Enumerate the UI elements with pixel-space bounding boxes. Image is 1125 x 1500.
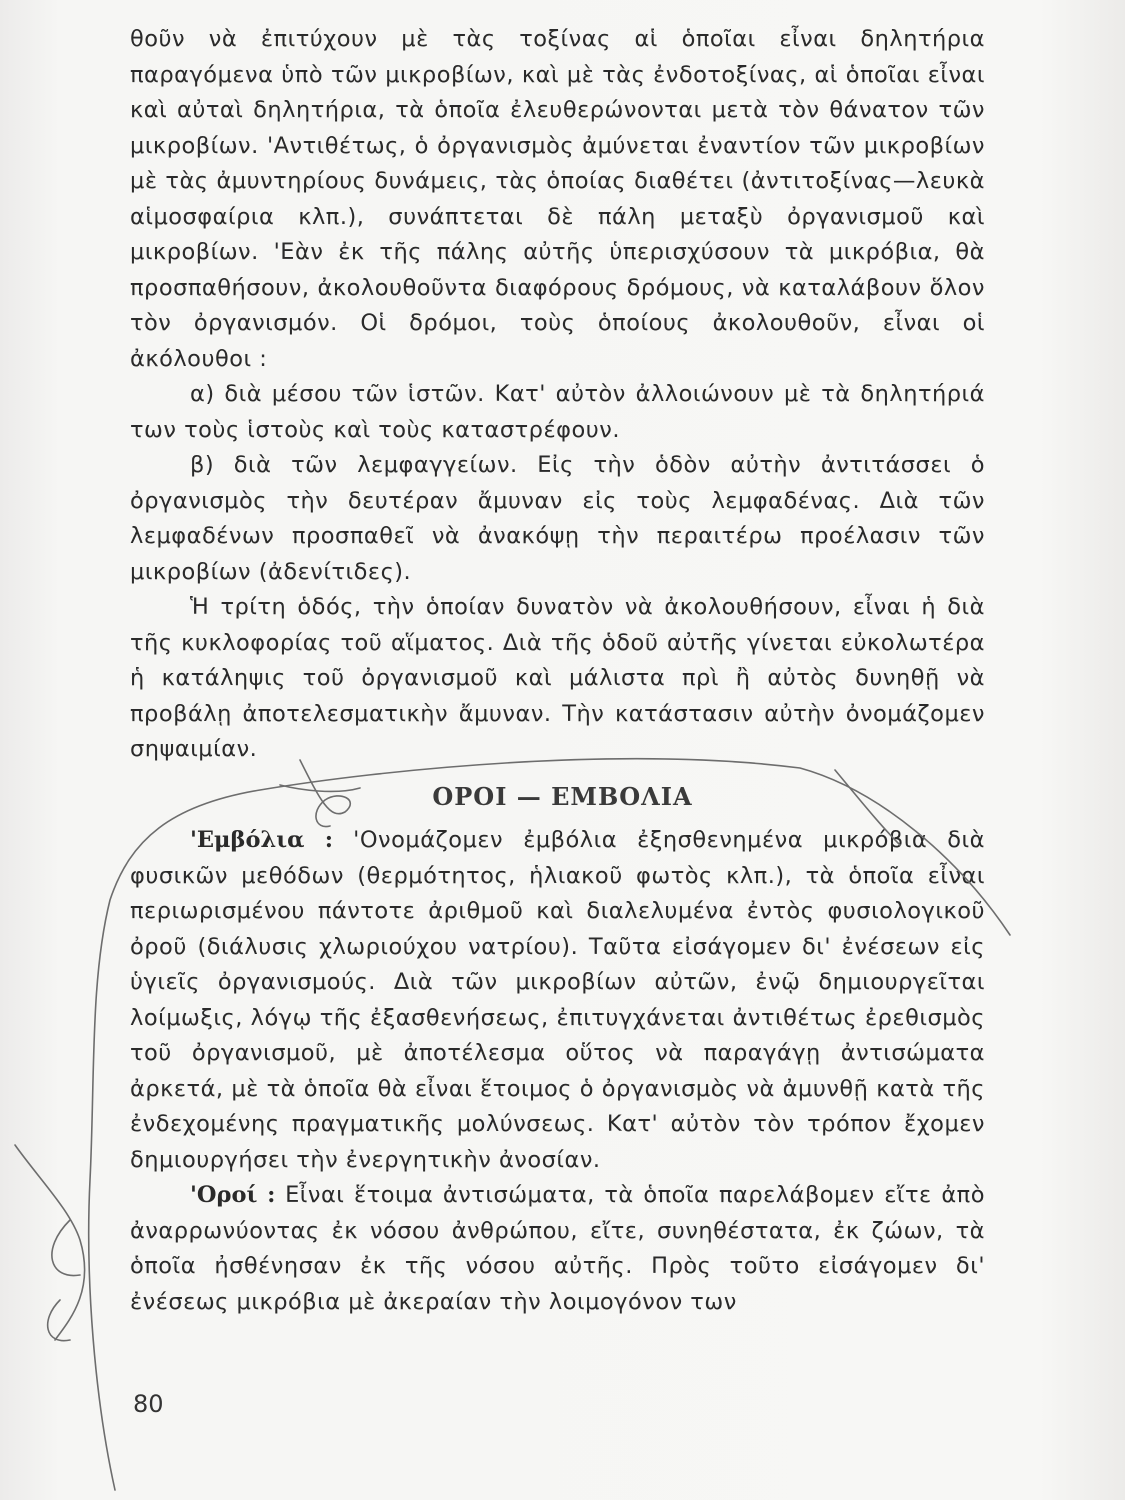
text-block-top — [130, 22, 985, 768]
oroi-definition: Εἶναι ἕτοιμα ἀντισώματα, τὰ ὁποῖα παρελάβομεν εἴτε ἀπὸ ἀναρρωνύοντας ἐκ νόσου ἀνθρώπου, εἴτε, συνηθέστατα, ἐκ ζώων, τὰ ὁποῖα ἠσθένησαν ἐκ τῆς νόσου αὐτῆς. Πρὸς τοῦτο εἰσάγομεν δι' ἐνέσεως μικρόβια μὲ ἀκεραίαν τὴν λοιμογόνον των — [130, 1182, 985, 1315]
paragraph-oroi — [130, 1178, 985, 1320]
pencil-signature — [15, 1145, 85, 1341]
emvolia-definition: 'Ονομάζομεν ἐμβόλια ἐξησθενημένα μικρόβια διὰ φυσικῶν μεθόδων (θερμότητος, ἡλιακοῦ φωτὸς κλπ.), τὰ ὁποῖα εἶναι περιωρισμένου πάντοτε ἀριθμοῦ καὶ διαλελυμένα ἐντὸς φυσιολογικοῦ ὀροῦ (διάλυσις χλωριούχου νατρίου). Ταῦτα εἰσάγομεν δι' ἐνέσεων εἰς ὑγιεῖς ὀργανισμούς. Διὰ τῶν μικροβίων αὐτῶν, ἐνῷ δημιουργεῖται λοίμωξις, λόγῳ τῆς ἐξασθενήσεως, ἐπιτυγχάνεται ἀντιθέτως ἐρεθισμὸς τοῦ ὀργανισμοῦ, μὲ ἀποτέλεσμα οὕτος νὰ παραγάγῃ ἀντισώματα ἀρκετά, μὲ τὰ ὁποῖα θὰ εἶναι ἕτοιμος ὁ ὀργανισμὸς νὰ ἀμυνθῇ κατὰ τῆς ἐνδεχομένης πραγματικῆς μολύνσεως. Κατ' αὐτὸν τὸν τρόπον ἔχομεν δημιουργήσει τὴν ἐνεργητικὴν ἀνοσίαν. — [130, 827, 986, 1173]
paragraph-emvolia — [130, 823, 985, 1178]
paragraph-third-route: Ἡ τρίτη ὁδός, τὴν ὁποίαν δυνατὸν νὰ ἀκολουθήσουν, εἶναι ἡ διὰ τῆς κυκλοφορίας τοῦ αἵματος. Διὰ τῆς ὁδοῦ αὐτῆς γίνεται εὐκολωτέρα ἡ κατάληψις τοῦ ὀργανισμοῦ καὶ μάλιστα πρὶ ἢ αὐτὸς δυνηθῇ νὰ προβάλῃ ἀποτελεσματικὴν ἄμυναν. Τὴν κατάστασιν αὐτὴν ὀνομάζομεν σηψαιμίαν. — [130, 594, 985, 762]
section-heading: ΟΡΟΙ — ΕΜΒΟΛΙΑ — [432, 782, 693, 811]
text-block-bottom — [130, 823, 985, 1320]
paragraph-route-a: α) διὰ μέσου τῶν ἱστῶν. Κατ' αὐτὸν ἀλλοιώνουν μὲ τὰ δηλητήριά των τοὺς ἱστοὺς καὶ τοὺς καταστρέφουν. — [130, 381, 985, 443]
term-emvolia: 'Εμβόλια : — [190, 827, 334, 853]
paragraph-route-b: β) διὰ τῶν λεμφαγγείων. Εἰς τὴν ὁδὸν αὐτὴν ἀντιτάσσει ὁ ὀργανισμὸς τὴν δευτέραν ἄμυναν εἰς τοὺς λεμφαδένας. Διὰ τῶν λεμφαδένων προσπαθεῖ νὰ ἀνακόψῃ τὴν περαιτέρω προέλασιν τῶν μικροβίων (ἀδενίτιδες). — [130, 452, 985, 585]
term-oroi: 'Οροί : — [190, 1182, 276, 1208]
page-number: 80 — [133, 1390, 164, 1418]
paragraph-opening: θοῦν νὰ ἐπιτύχουν μὲ τὰς τοξίνας αἱ ὁποῖαι εἶναι δηλητήρια παραγόμενα ὑπὸ τῶν μικροβίων, καὶ μὲ τὰς ἐνδοτοξίνας, αἱ ὁποῖαι εἶναι καὶ αὐταὶ δηλητήρια, τὰ ὁποῖα ἐλευθερώνονται μετὰ τὸν θάνατον τῶν μικροβίων. 'Αντιθέτως, ὁ ὀργανισμὸς ἀμύνεται ἐναντίον τῶν μικροβίων μὲ τὰς ἀμυντηρίους δυνάμεις, τὰς ὁποίας διαθέτει (ἀντιτοξίνας—λευκὰ αἱμοσφαίρια κλπ.), συνάπτεται δὲ πάλη μεταξὺ ὀργανισμοῦ καὶ μικροβίων. 'Εὰν ἐκ τῆς πάλης αὐτῆς ὑπερισχύσουν τὰ μικρόβια, θὰ προσπαθήσουν, ἀκολουθοῦντα διαφόρους δρόμους, νὰ καταλάβουν ὅλον τὸν ὀργανισμόν. Οἱ δρόμοι, τοὺς ὁποίους ἀκολουθοῦν, εἶναι οἱ ἀκόλουθοι : — [130, 26, 985, 372]
